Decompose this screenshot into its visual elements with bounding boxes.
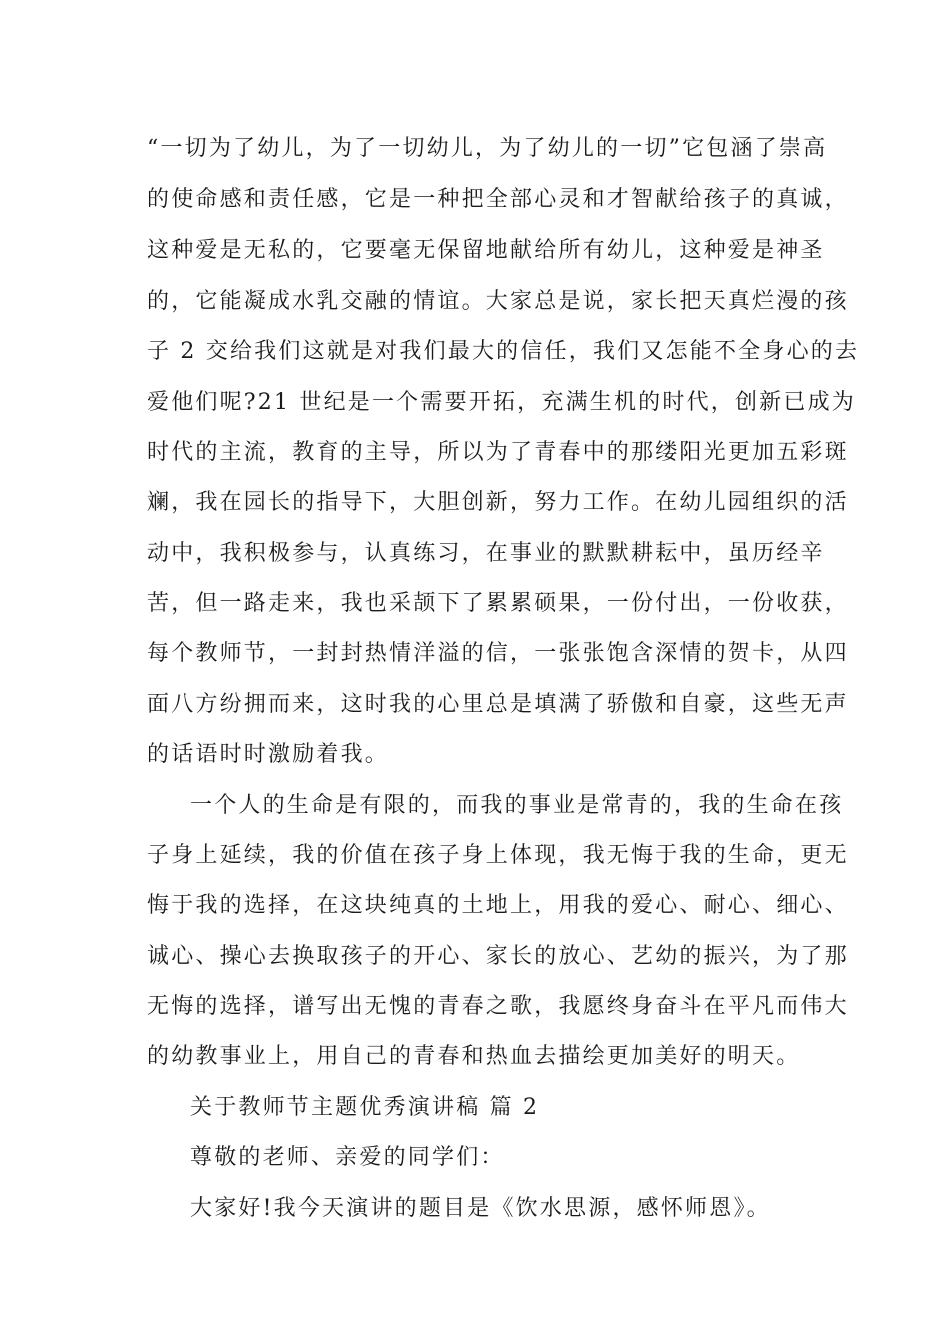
greeting-line: 尊敬的老师、亲爱的同学们： — [190, 1145, 505, 1170]
text-line: 的话语时时激励着我。 — [147, 742, 390, 767]
text-line: 时代的主流，教育的主导，所以为了青春中的那缕阳光更加五彩斑 — [147, 440, 849, 465]
text-line: 无悔的选择，谱写出无愧的青春之歌，我愿终身奋斗在平凡而伟大 — [147, 994, 849, 1019]
text-line: 的幼教事业上，用自己的青春和热血去描绘更加美好的明天。 — [147, 1044, 801, 1069]
text-line: 的，它能凝成水乳交融的情谊。大家总是说，家长把天真烂漫的孩 — [147, 289, 849, 314]
text-line: 动中，我积极参与，认真练习，在事业的默默耕耘中，虽历经辛 — [147, 541, 825, 566]
text-line: 悔于我的选择，在这块纯真的土地上，用我的爱心、耐心、细心、 — [147, 893, 849, 918]
text-line: 苦，但一路走来，我也采颉下了累累硕果，一份付出，一份收获， — [147, 591, 849, 616]
text-line: 一个人的生命是有限的，而我的事业是常青的，我的生命在孩 — [190, 793, 844, 818]
section-title: 关于教师节主题优秀演讲稿 篇 2 — [190, 1095, 540, 1120]
text-line: 这种爱是无私的，它要毫无保留地献给所有幼儿，这种爱是神圣 — [147, 238, 825, 263]
text-line: “一切为了幼儿，为了一切幼儿，为了幼儿的一切”它包涵了崇高 — [147, 136, 828, 161]
text-line: 斓，我在园长的指导下，大胆创新，努力工作。在幼儿园组织的活 — [147, 490, 849, 515]
text-line: 子 2 交给我们这就是对我们最大的信任，我们又怎能不全身心的去 — [147, 339, 860, 364]
text-line: 诚心、操心去换取孩子的开心、家长的放心、艺幼的振兴，为了那 — [147, 944, 849, 969]
opening-line: 大家好!我今天演讲的题目是《饮水思源，感怀师恩》。 — [190, 1196, 771, 1221]
text-line: 的使命感和责任感，它是一种把全部心灵和才智献给孩子的真诚， — [147, 187, 849, 212]
text-line: 每个教师节，一封封热情洋溢的信，一张张饱含深情的贺卡，从四 — [147, 641, 849, 666]
text-line: 爱他们呢?21 世纪是一个需要开拓，充满生机的时代，创新已成为 — [147, 390, 856, 415]
text-line: 面八方纷拥而来，这时我的心里总是填满了骄傲和自豪，这些无声 — [147, 692, 849, 717]
text-line: 子身上延续，我的价值在孩子身上体现，我无悔于我的生命，更无 — [147, 843, 849, 868]
